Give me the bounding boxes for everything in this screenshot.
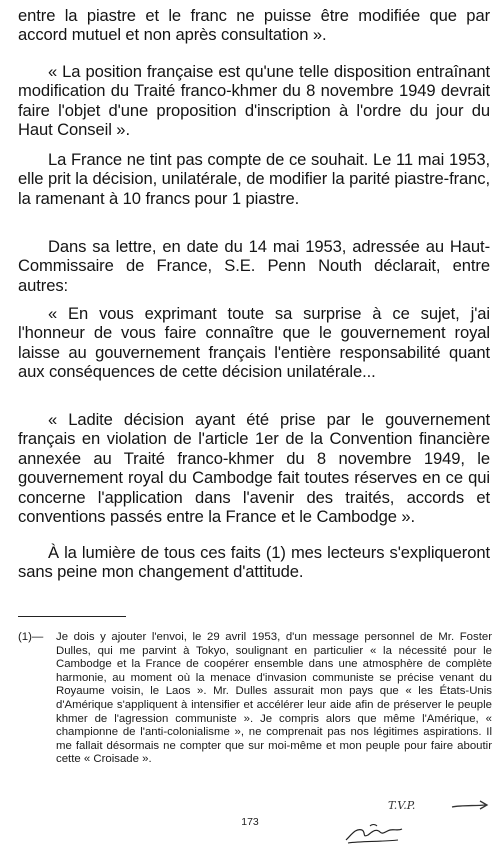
footnote-text: Je dois y ajouter l'envoi, le 29 avril 1953, d'un message personnel de Mr. Foster Dulles, qui me parvint à Tokyo, soulignant en particulier « la nécessité pour le Cambodge et la France de coopérer ensemble dans une atmosphère de complète harmonie, au moment où la menace d'invasion communiste se précise venant du Royaume voisin, le Laos ». Mr. Dulles assurait mon pays que « les États-Unis d'Amérique s'appliquent à intensifier et accélérer leur aide afin de préserver le peuple khmer de l'agression communiste ». Je compris alors que même l'Amérique, « championne de l'anti-colonialisme », ne comprenait pas nos légitimes aspirations. Il me fallait désormais ne compter que sur moi-même et mon peuple pour faire aboutir cette « Croisade ». [56,631,492,766]
page-number: 173 [241,816,259,828]
body-paragraph: entre la piastre et le franc ne puisse être modifiée que par accord mutuel et non après consultation ». [18,6,490,45]
handwritten-note-text: T.V.P. [388,799,416,812]
quoted-paragraph: « Ladite décision ayant été prise par le gouvernement français en violation de l'article 1er de la Convention financière annexée au Traité franco-khmer du 8 novembre 1949, le gouvernement royal du Cambodge fait toutes réserves en ce qui concerne l'application dans l'avenir des traités, accords et conventions passés entre la France et le Cambodge ». [18,410,490,527]
footnote-marker: (1)— [18,631,44,643]
body-paragraph: Dans sa lettre, en date du 14 mai 1953, adressée au Haut-Commissaire de France, S.E. Penn Nouth déclarait, entre autres: [18,237,490,295]
body-paragraph: À la lumière de tous ces faits (1) mes lecteurs s'expliqueront sans peine mon changement d'attitude. [18,543,490,582]
handwritten-note [386,795,494,815]
footnote-separator [18,616,126,617]
body-paragraph: « La position française est qu'une telle disposition entraînant modification du Traité franco-khmer du 8 novembre 1949 devrait faire l'objet d'une proposition d'inscription à l'ordre du jour du Haut Conseil ». [18,62,490,140]
quoted-paragraph: « En vous exprimant toute sa surprise à ce sujet, j'ai l'honneur de vous faire connaître que le gouvernement royal laisse au gouvernement français l'entière responsabilité quant aux conséquences de cette décision unilatérale... [18,304,490,382]
body-paragraph: La France ne tint pas compte de ce souhait. Le 11 mai 1953, elle prit la décision, unilatérale, de modifier la parité piastre-franc, la ramenant à 10 francs pour 1 piastre. [18,150,490,208]
signature-image [342,820,404,846]
